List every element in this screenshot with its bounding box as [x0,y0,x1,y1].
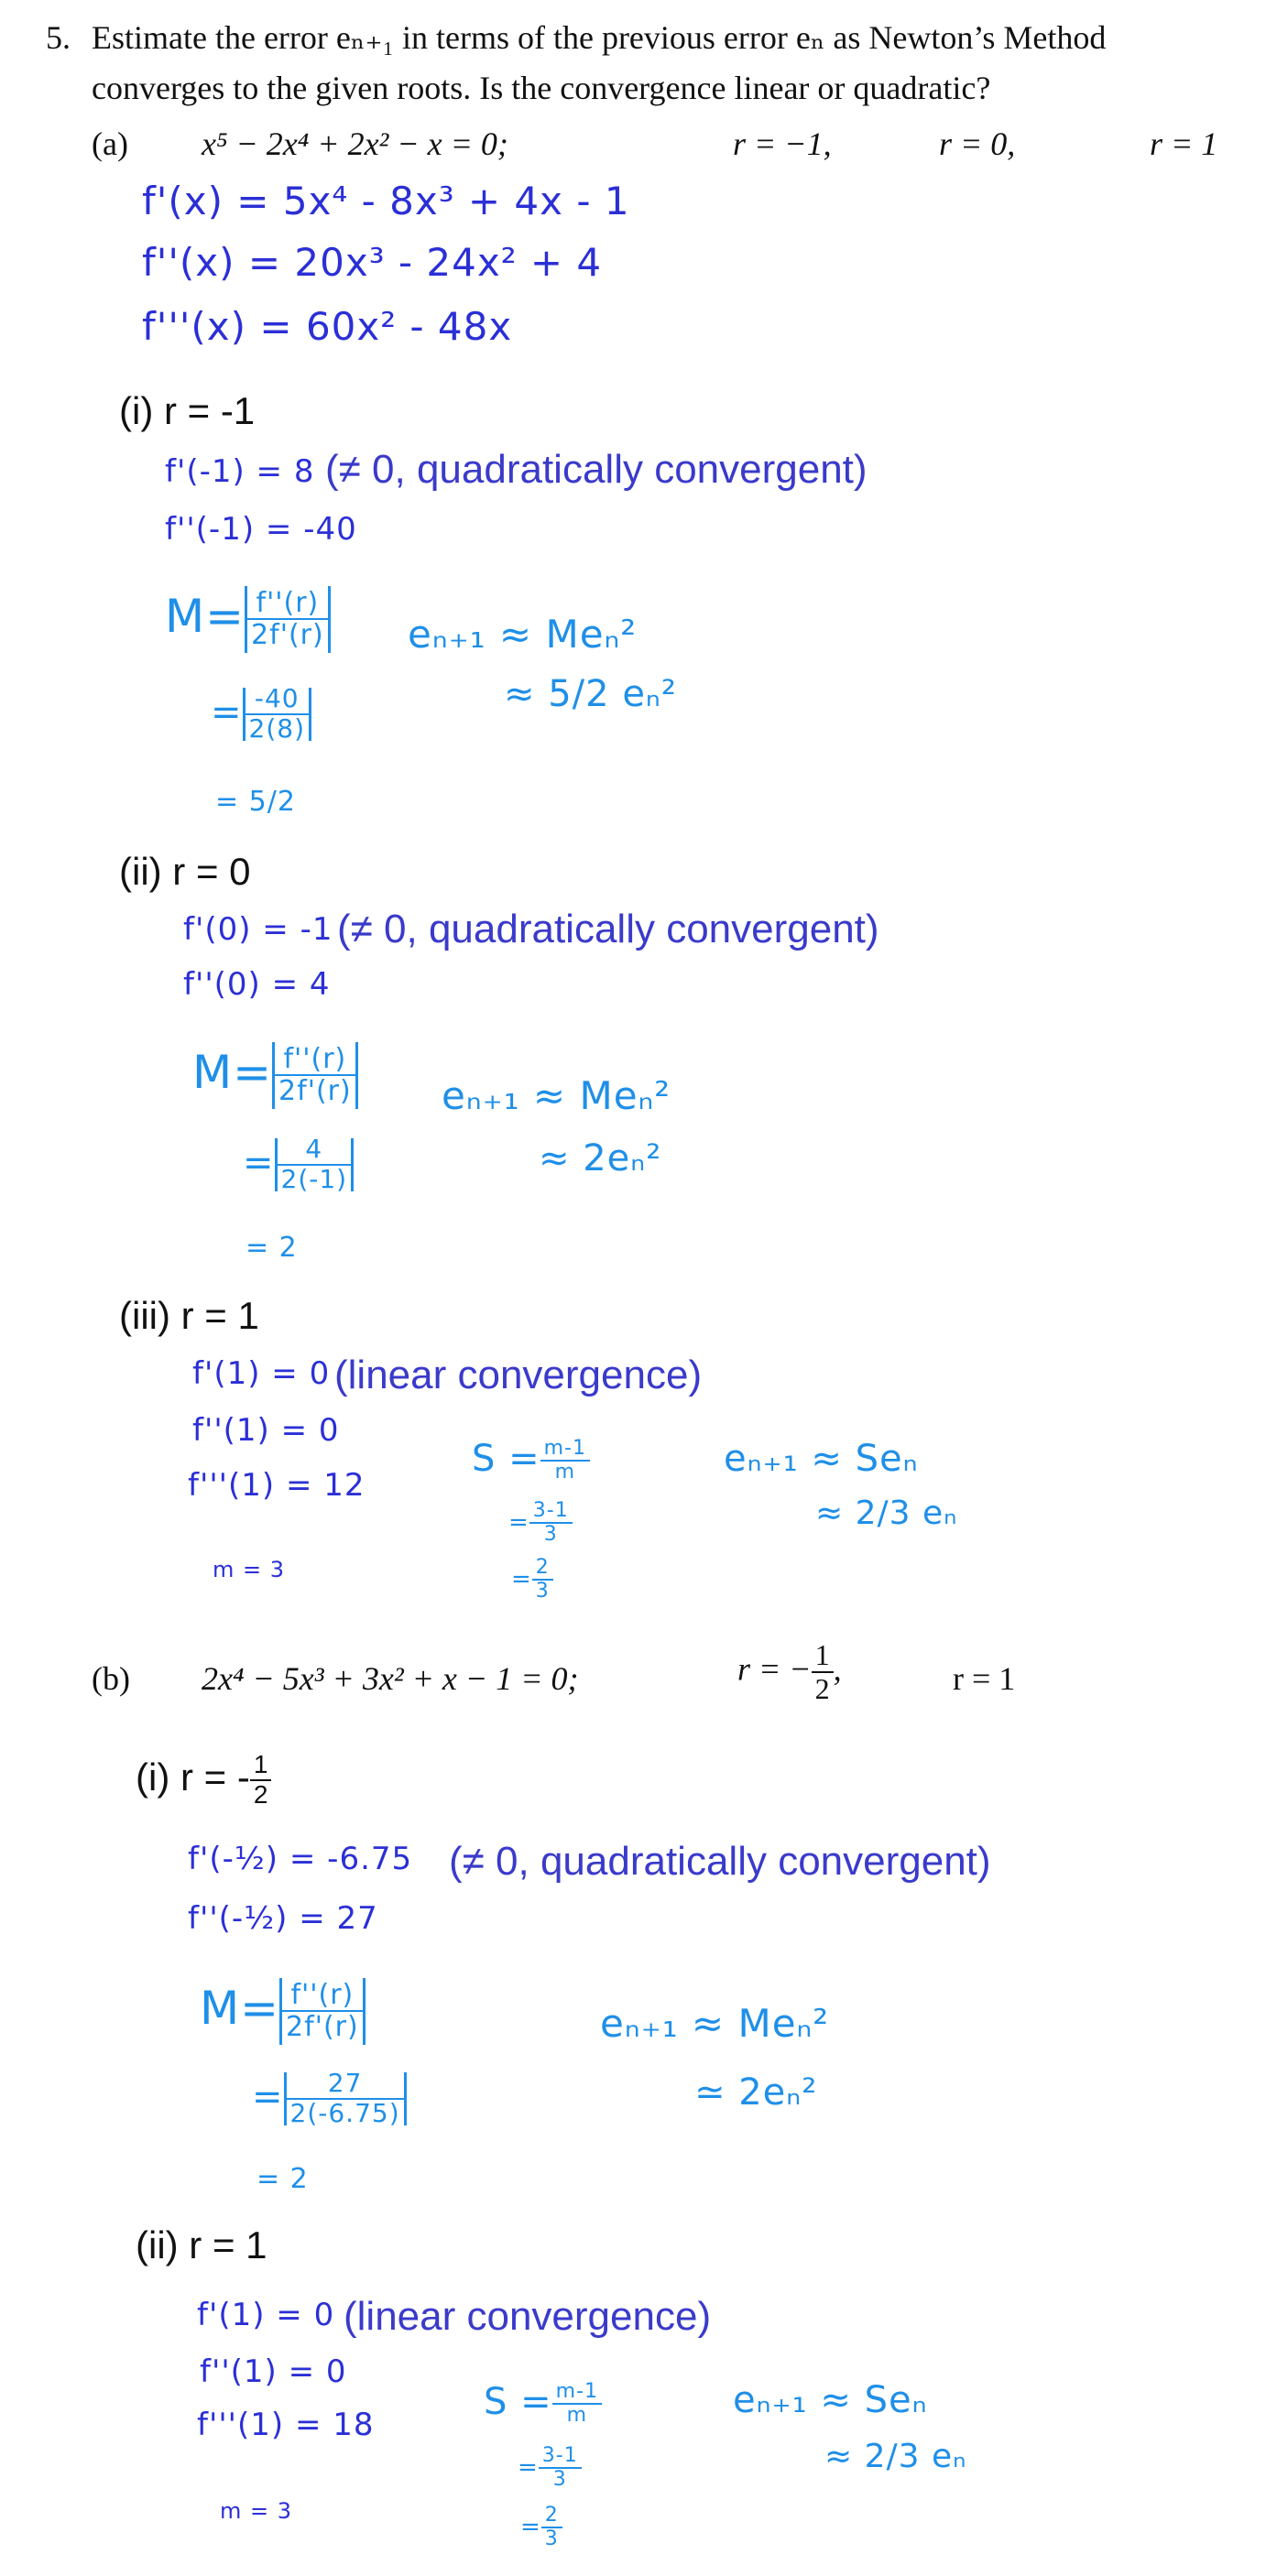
case-b2-note: (linear convergence) [344,2294,712,2339]
derivative-f1: f'(x) = 5x⁴ - 8x³ + 4x - 1 [142,179,630,223]
case-a1-fdouble: f''(-1) = -40 [165,511,357,548]
case-a3-ftriple: f'''(1) = 12 [188,1467,366,1504]
case-a3-S-step1: = $\frac{3-1}{3}$ [508,1500,573,1546]
case-b1-M-step1: = $\frac{27}{2(-6.75)}$ [252,2070,407,2128]
case-a2-M-step1: = $\frac{4}{2(-1)}$ [243,1136,354,1194]
case-a3-S-formula: S = $\frac{m-1}{m}$ [472,1438,590,1484]
case-b2-S-step1: = $\frac{3-1}{3}$ [518,2445,582,2491]
case-a3-title: (iii) r = 1 [119,1294,259,1337]
case-a1-title: (i) r = -1 [119,389,256,432]
case-a1-error-result: ≈ 5/2 eₙ² [504,673,677,715]
case-b2-multiplicity: m = 3 [220,2498,293,2524]
case-b2-fprime: f'(1) = 0 [197,2297,335,2333]
case-a3-fdouble: f''(1) = 0 [192,1412,340,1449]
problem-number: 5. [46,19,71,56]
part-a-root-1: r = −1, [733,125,832,162]
problem-line-2: converges to the given roots. Is the convergence linear or quadratic? [92,70,991,106]
case-a2-error-result: ≈ 2eₙ² [539,1137,662,1179]
case-a3-error-result: ≈ 2/3 eₙ [815,1495,958,1532]
case-b1-note: (≠ 0, quadratically convergent) [449,1839,991,1884]
case-b1-title: (i) r = - $\frac{1}{2}$ [136,1751,271,1810]
part-b-label: (b) [92,1660,130,1697]
derivative-f3: f'''(x) = 60x² - 48x [142,304,513,349]
case-a1-M-formula: M= $\frac{f''(r)}{2f'(r)}$ [165,586,331,653]
part-a-root-3: r = 1 [1150,125,1218,162]
part-b-root-1: r = − $\frac{1}{2}$ , [737,1638,842,1706]
case-a2-error-relation: eₙ₊₁ ≈ Meₙ² [442,1073,671,1118]
case-a2-note: (≠ 0, quadratically convergent) [337,907,879,951]
case-b1-M-formula: M= $\frac{f''(r)}{2f'(r)}$ [200,1978,366,2045]
case-b2-S-step2: = $\frac{2}{3}$ [520,2505,562,2550]
case-a3-multiplicity: m = 3 [213,1557,286,1582]
part-a-equation: x⁵ − 2x⁴ + 2x² − x = 0; [202,125,508,162]
case-b1-error-relation: eₙ₊₁ ≈ Meₙ² [600,2001,830,2046]
case-a1-error-relation: eₙ₊₁ ≈ Meₙ² [408,612,638,657]
case-b2-S-formula: S = $\frac{m-1}{m}$ [484,2381,602,2427]
case-b1-M-result: = 2 [256,2163,309,2195]
case-a1-note: (≠ 0, quadratically convergent) [325,447,868,492]
case-b1-fprime: f'(-½) = -6.75 [188,1841,413,1877]
case-a2-M-result: = 2 [246,1232,298,1264]
case-a2-fprime: f'(0) = -1 [183,911,333,948]
case-b1-fdouble: f''(-½) = 27 [188,1900,378,1937]
case-b2-error-relation: eₙ₊₁ ≈ Seₙ [733,2379,928,2421]
case-a2-M-formula: M= $\frac{f''(r)}{2f'(r)}$ [192,1042,358,1109]
problem-line-1: Estimate the error eₙ₊₁ in terms of the previous error eₙ as Newton’s Method [92,19,1107,56]
case-b2-title: (ii) r = 1 [136,2223,267,2266]
case-a3-fprime: f'(1) = 0 [192,1355,331,1392]
case-b2-fdouble: f''(1) = 0 [200,2353,347,2390]
part-a-root-2: r = 0, [939,125,1016,162]
part-a-label: (a) [92,125,128,162]
part-b-root-2: r = 1 [953,1660,1016,1697]
case-b2-ftriple: f'''(1) = 18 [197,2407,375,2443]
case-a3-error-relation: eₙ₊₁ ≈ Seₙ [724,1438,919,1480]
case-a3-S-step2: = $\frac{2}{3}$ [511,1557,553,1603]
case-b1-error-result: ≃ 2eₙ² [694,2071,818,2114]
case-a1-M-result: = 5/2 [215,786,296,818]
case-a2-fdouble: f''(0) = 4 [183,966,331,1003]
case-a1-fprime: f'(-1) = 8 [165,453,315,490]
case-a3-note: (linear convergence) [334,1353,703,1397]
case-a1-M-step1: = $\frac{-40}{2(8)}$ [211,685,311,744]
case-a2-title: (ii) r = 0 [119,850,251,893]
case-b2-error-result: ≈ 2/3 eₙ [824,2438,967,2475]
part-b-equation: 2x⁴ − 5x³ + 3x² + x − 1 = 0; [202,1660,579,1697]
derivative-f2: f''(x) = 20x³ - 24x² + 4 [142,240,603,285]
